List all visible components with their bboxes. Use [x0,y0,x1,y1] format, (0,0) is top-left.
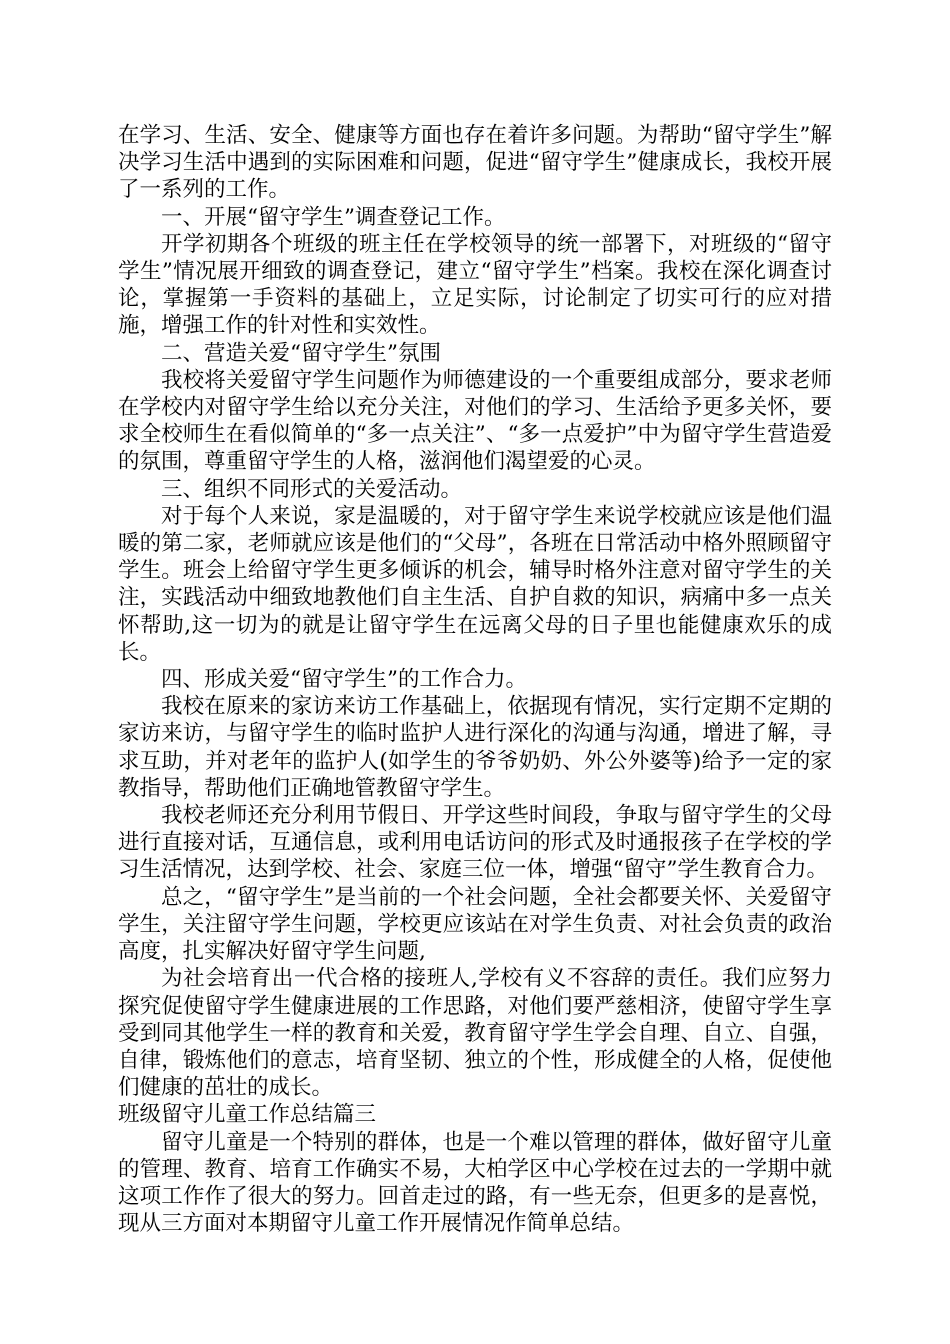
paragraph: 我校在原来的家访来访工作基础上，依据现有情况，实行定期不定期的家访来访，与留守学生的临时监护人进行深化的沟通与沟通，增进了解，寻求互助，并对老年的监护人(如学生的爷爷奶奶、外公外婆等)给予一定的家教指导，帮助他们正确地管教留守学生。 [118,694,832,801]
paragraph: 我校老师还充分利用节假日、开学这些时间段，争取与留守学生的父母进行直接对话，互通信息，或利用电话访问的形式及时通报孩子在学校的学习生活情况，达到学校、社会、家庭三位一体，增强“留守”学生教育合力。 [118,803,832,883]
section-heading-3: 三、组织不同形式的关爱活动。 [161,476,463,502]
paragraph: 为社会培育出一代合格的接班人,学校有义不容辞的责任。我们应努力探究促使留守学生健康进展的工作思路，对他们要严慈相济，使留守学生享受到同其他学生一样的教育和关爱，教育留守学生学会自理、自立、自强，自律，锻炼他们的意志，培育坚韧、独立的个性，形成健全的人格，促使他们健康的茁壮的成长。 [118,966,832,1101]
paragraph: 留守儿童是一个特别的群体，也是一个难以管理的群体，做好留守儿童的管理、教育、培育工作确实不易，大柏学区中心学校在过去的一学期中就这项工作作了很大的努力。回首走过的路，有一些无奈，但更多的是喜悦，现从三方面对本期留守儿童工作开展情况作简单总结。 [118,1129,832,1237]
section-heading-2: 二、营造关爱“留守学生”氛围 [161,340,441,366]
section-heading-4: 四、形成关爱“留守学生”的工作合力。 [161,667,527,693]
paragraph: 总之，“留守学生”是当前的一个社会问题，全社会都要关怀、关爱留守学生，关注留守学生问题，学校更应该站在对学生负责、对社会负责的政治高度，扎实解决好留守学生问题, [118,884,832,965]
paragraph: 开学初期各个班级的班主任在学校领导的统一部署下，对班级的“留守学生”情况展开细致的调查登记，建立“留守学生”档案。我校在深化调查讨论，掌握第一手资料的基础上，立足实际，讨论制定了切实可行的应对措施，增强工作的针对性和实效性。 [118,231,832,339]
paragraph: 我校将关爱留守学生问题作为师德建设的一个重要组成部分，要求老师在学校内对留守学生给以充分关注，对他们的学习、生活给予更多关怀，要求全校师生在看似简单的“多一点关注”、“多一点爱护”中为留守学生营造爱的氛围，尊重留守学生的人格，滋润他们渴望爱的心灵。 [118,367,832,475]
paragraph: 对于每个人来说，家是温暖的，对于留守学生来说学校就应该是他们温暖的第二家，老师就应该是他们的“父母”，各班在日常活动中格外照顾留守学生。班会上给留守学生更多倾诉的机会，辅导时格外注意对留守学生的关注，实践活动中细致地教他们自主生活、自护自救的知识，病痛中多一点关怀帮助,这一切为的就是让留守学生在远离父母的日子里也能健康欢乐的成长。 [118,503,832,665]
article-title: 班级留守儿童工作总结篇三 [118,1102,377,1128]
document-body [118,122,832,1237]
section-heading-1: 一、开展“留守学生”调查登记工作。 [161,204,506,230]
paragraph-intro: 在学习、生活、安全、健康等方面也存在着许多问题。为帮助“留守学生”解决学习生活中遇到的实际困难和问题，促进“留守学生”健康成长，我校开展了一系列的工作。 [118,123,832,203]
